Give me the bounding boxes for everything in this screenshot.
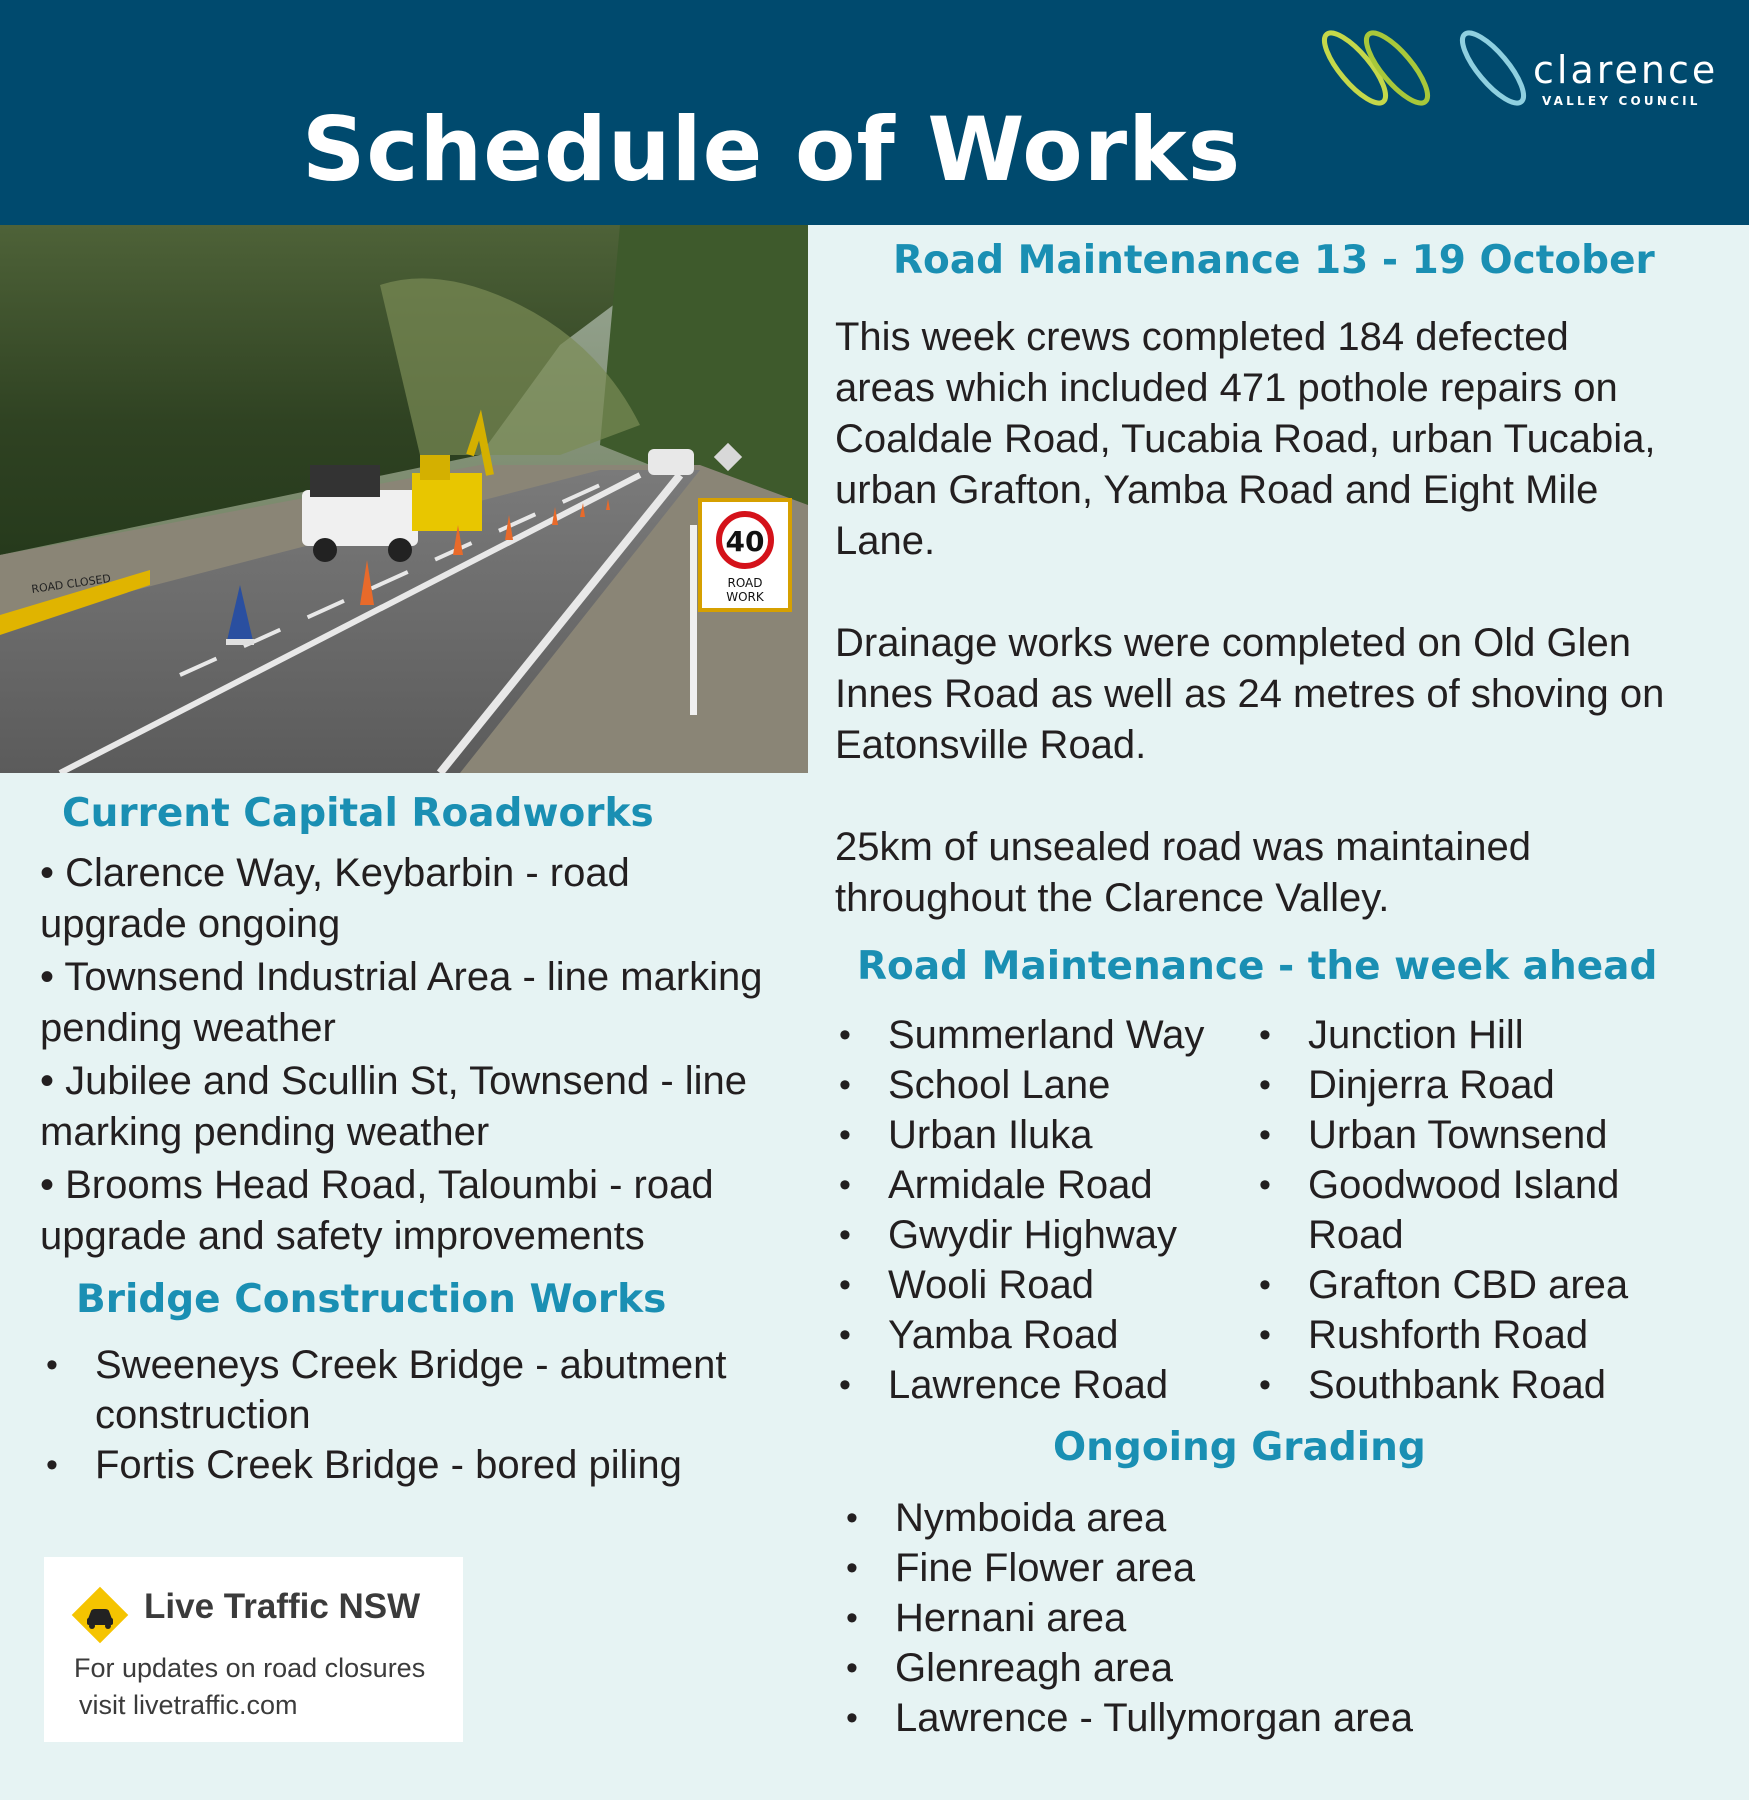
list-item: • Lawrence - Tullymorgan area [846, 1696, 1414, 1740]
list-item: • Summerland Way [839, 1013, 1205, 1057]
list-item: • School Lane [839, 1063, 1111, 1107]
grading-list [840, 1493, 1540, 1743]
logo-rings-icon [1315, 28, 1535, 118]
list-item: • Hernani area [846, 1596, 1127, 1640]
car-warning-icon [70, 1585, 130, 1645]
traffic-title: Live Traffic NSW [144, 1587, 421, 1626]
maintenance-paragraph: Drainage works were completed on Old Glen Innes Road as well as 24 metres of shoving on Eatonsville Road. [835, 621, 1665, 767]
live-traffic-box[interactable] [44, 1557, 463, 1742]
list-item: • Urban Townsend [1259, 1113, 1608, 1157]
capital-list [40, 848, 780, 1264]
list-item: • Yamba Road [839, 1313, 1119, 1357]
traffic-line1: For updates on road closures [74, 1653, 426, 1683]
list-item: • Rushforth Road [1259, 1313, 1589, 1357]
maintenance-heading: Road Maintenance 13 - 19 October [893, 238, 1655, 283]
speed-sign-value: 40 [725, 525, 765, 558]
list-item: • Wooli Road [839, 1263, 1095, 1307]
traffic-link[interactable]: visit livetraffic.com [79, 1690, 298, 1720]
maintenance-paragraph: This week crews completed 184 defected areas which included 471 pothole repairs on Coaldale Road, Tucabia Road, urban Tucabia, urban Grafton, Yamba Road and Eight Mile Lane. [835, 315, 1656, 563]
week-ahead-list-col1 [833, 1010, 1253, 1410]
list-item: • Urban Iluka [839, 1113, 1093, 1157]
road-closed-text: ROAD CLOSED [30, 571, 112, 596]
list-item: • Dinjerra Road [1259, 1063, 1555, 1107]
list-item: • Grafton CBD area [1259, 1263, 1629, 1307]
list-item: • Fine Flower area [846, 1546, 1196, 1590]
bridge-list [40, 1340, 760, 1490]
capital-heading: Current Capital Roadworks [62, 791, 654, 836]
list-item: • Lawrence Road [839, 1363, 1169, 1407]
list-item: • Jubilee and Scullin St, Townsend - line marking pending weather [40, 1059, 748, 1154]
list-item: • Brooms Head Road, Taloumbi - road upgrade and safety improvements [40, 1163, 714, 1258]
list-item: • Fortis Creek Bridge - bored piling [46, 1443, 682, 1487]
list-item: • Glenreagh area [846, 1646, 1173, 1690]
maintenance-text [835, 312, 1675, 924]
logo-name: clarence [1533, 48, 1719, 92]
council-logo [1315, 28, 1735, 118]
maintenance-paragraph: 25km of unsealed road was maintained throughout the Clarence Valley. [835, 825, 1531, 920]
grading-heading: Ongoing Grading [1053, 1425, 1426, 1470]
list-item: • Junction Hill [1259, 1013, 1524, 1057]
list-item: • Southbank Road [1259, 1363, 1607, 1407]
week-ahead-list-col2 [1253, 1010, 1673, 1410]
logo-subtitle: VALLEY COUNCIL [1542, 94, 1701, 108]
list-item: • Gwydir Highway [839, 1213, 1177, 1257]
bridge-heading: Bridge Construction Works [76, 1277, 667, 1322]
roadworks-photo [0, 225, 808, 773]
list-item: • Clarence Way, Keybarbin - road upgrade ongoing [40, 851, 630, 946]
week-ahead-heading: Road Maintenance - the week ahead [857, 944, 1658, 989]
speed-sign-line2: WORK [726, 590, 764, 604]
list-item: • Townsend Industrial Area - line marking pending weather [40, 955, 763, 1050]
list-item: • Sweeneys Creek Bridge - abutment construction [46, 1343, 727, 1437]
list-item: • Armidale Road [839, 1163, 1153, 1207]
speed-sign-line1: ROAD [727, 576, 763, 590]
list-item: • Goodwood Island Road [1259, 1163, 1620, 1257]
page-title: Schedule of Works [302, 98, 1242, 201]
header-bar [0, 0, 1749, 225]
list-item: • Nymboida area [846, 1496, 1167, 1540]
